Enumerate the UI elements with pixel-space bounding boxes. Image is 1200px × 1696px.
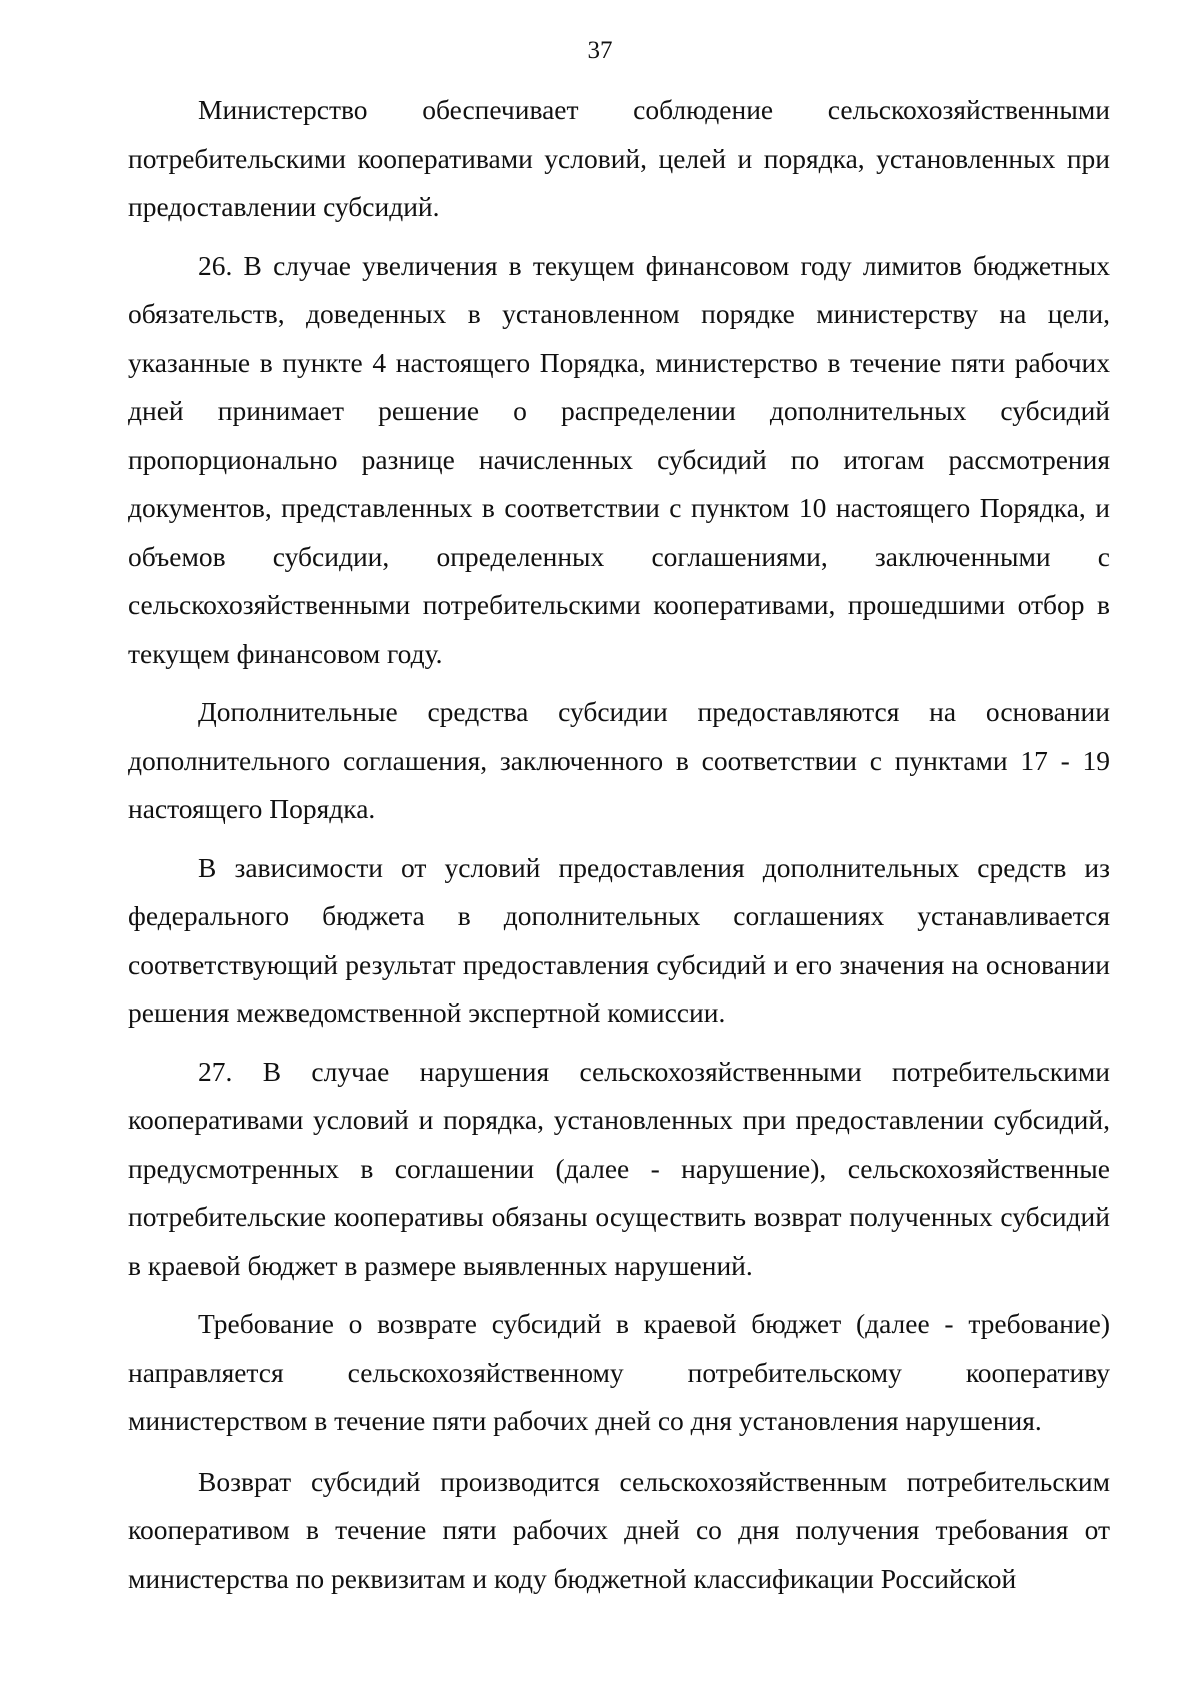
paragraph-26-additional-subsidies: 26. В случае увеличения в текущем финансовом году лимитов бюджетных обязательств, доведенных в установленном порядке министерству на цели, указанные в пункте 4 настоящего Порядка, министерство в течение пяти рабочих дней принимает решение о распределении дополнительных субсидий пропорционально разнице начисленных субсидий по итогам рассмотрения документов, представленных в соответствии с пунктом 10 настоящего Порядка, и объемов субсидии, определенных соглашениями, заключенными с сельскохозяйственными потребительскими кооперативами, прошедшими отбор в текущем финансовом году. <box>128 249 1110 669</box>
paragraph-return-procedure: Возврат субсидий производится сельскохозяйственным потребительским кооперативом в течение пяти рабочих дней со дня получения требования от министерства по реквизитам и коду бюджетной классификации Российской <box>128 1465 1110 1594</box>
page-number: 37 <box>587 37 613 64</box>
paragraph-ministry-compliance: Министерство обеспечивает соблюдение сельскохозяйственными потребительскими кооперативами условий, целей и порядка, установленных при предоставлении субсидий. <box>128 94 1110 222</box>
paragraph-federal-funds-result: В зависимости от условий предоставления дополнительных средств из федерального бюджета в дополнительных соглашениях устанавливается соответствующий результат предоставления субсидий и его значения на основании решения межведомственной экспертной комиссии. <box>128 851 1110 1028</box>
document-body <box>128 86 1110 1603</box>
paragraph-27-violation-return: 27. В случае нарушения сельскохозяйственными потребительскими кооперативами условий и порядка, установленных при предоставлении субсидий, предусмотренных в соглашении (далее - нарушение), сельскохозяйственные потребительские кооперативы обязаны осуществить возврат полученных субсидий в краевой бюджет в размере выявленных нарушений. <box>128 1055 1110 1281</box>
paragraph-return-requirement: Требование о возврате субсидий в краевой бюджет (далее - требование) направляется сельскохозяйственному потребительскому кооперативу министерством в течение пяти рабочих дней со дня установления нарушения. <box>128 1308 1110 1436</box>
paragraph-additional-agreement: Дополнительные средства субсидии предоставляются на основании дополнительного соглашения, заключенного в соответствии с пунктами 17 - 19 настоящего Порядка. <box>128 696 1110 824</box>
